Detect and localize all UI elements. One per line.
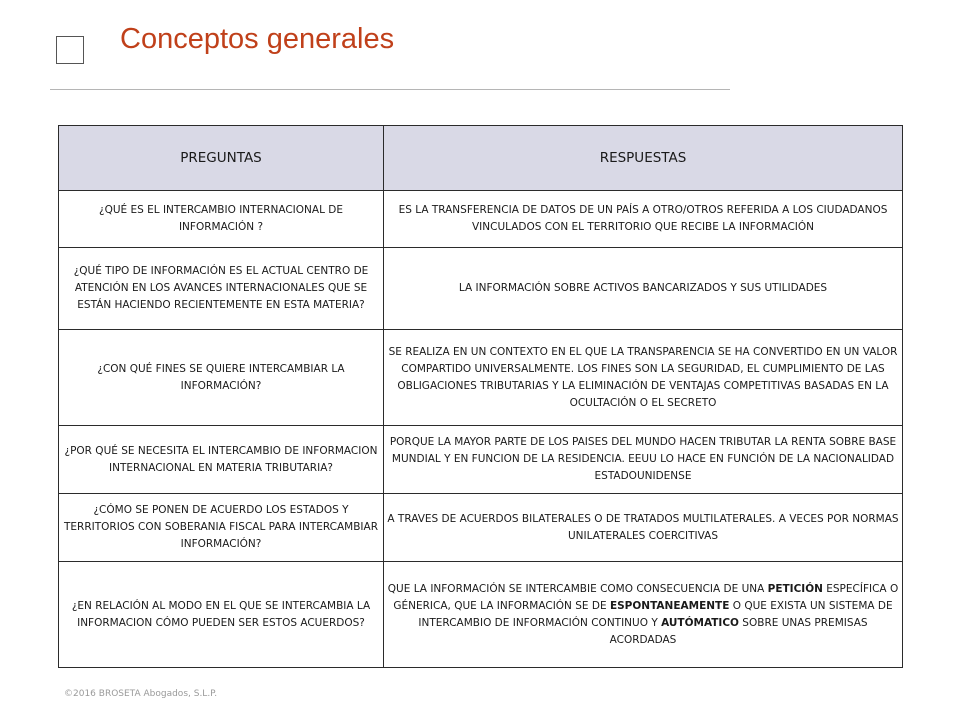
answer-text: ESPECÍFICA O GÉNERICA, QUE LA INFORMACIÓN SE DE	[393, 582, 899, 612]
table-row	[59, 562, 903, 668]
answer-cell	[384, 191, 903, 248]
table-row	[59, 248, 903, 330]
answer-text: A TRAVES DE ACUERDOS BILATERALES O DE TRATADOS MULTILATERALES. A VECES POR NORMAS UNILATERALES COERCITIVAS	[387, 512, 899, 542]
answer-cell	[384, 426, 903, 494]
answer-emphasis: PETICIÓN	[767, 582, 823, 595]
answer-cell	[384, 562, 903, 668]
answer-cell	[384, 248, 903, 330]
answer-text: SE REALIZA EN UN CONTEXTO EN EL QUE LA TRANSPARENCIA SE HA CONVERTIDO EN UN VALOR COMPARTIDO UNIVERSALMENTE. LOS FINES SON LA SEGURIDAD, EL CUMPLIMIENTO DE LAS OBLIGACIONES TRIBUTARIAS Y LA ELIMINACIÓN DE VENTAJAS COMPETITIVAS BASADAS EN LA OCULTACIÓN O EL SECRETO	[388, 345, 898, 409]
table-header-row	[59, 126, 903, 191]
answer-text: PORQUE LA MAYOR PARTE DE LOS PAISES DEL MUNDO HACEN TRIBUTAR LA RENTA SOBRE BASE MUNDIAL Y EN FUNCION DE LA RESIDENCIA. EEUU LO HACE EN FUNCIÓN DE LA NACIONALIDAD ESTADOUNIDENSE	[389, 436, 897, 482]
answer-emphasis: ESPONTANEAMENTE	[609, 599, 730, 612]
table-row	[59, 191, 903, 248]
table-row	[59, 330, 903, 426]
answer-cell	[384, 494, 903, 562]
footer-copyright: ©2016 BROSETA Abogados, S.L.P.	[64, 689, 218, 699]
title-divider	[50, 89, 730, 90]
question-cell: ¿QUÉ ES EL INTERCAMBIO INTERNACIONAL DE INFORMACIÓN ?	[59, 191, 384, 248]
slide-title: Conceptos generales	[120, 23, 395, 55]
answer-text: LA INFORMACIÓN SOBRE ACTIVOS BANCARIZADOS Y SUS UTILIDADES	[458, 282, 828, 294]
answer-text: QUE LA INFORMACIÓN SE INTERCAMBIE COMO CONSECUENCIA DE UNA	[387, 582, 768, 595]
question-cell: ¿QUÉ TIPO DE INFORMACIÓN ES EL ACTUAL CENTRO DE ATENCIÓN EN LOS AVANCES INTERNACIONALES QUE SE ESTÁN HACIENDO RECIENTEMENTE EN ESTA MATERIA?	[59, 248, 384, 330]
question-cell: ¿EN RELACIÓN AL MODO EN EL QUE SE INTERCAMBIA LA INFORMACION CÓMO PUEDEN SER ESTOS ACUERDOS?	[59, 562, 384, 668]
qa-table	[58, 125, 903, 668]
answer-text: O QUE EXISTA UN SISTEMA DE INTERCAMBIO DE INFORMACIÓN CONTINUO Y	[418, 599, 893, 629]
table-row	[59, 426, 903, 494]
slide-marker-square	[56, 36, 84, 64]
answer-emphasis: AUTÓMATICO	[661, 616, 739, 629]
header-preguntas: PREGUNTAS	[59, 126, 384, 191]
table-row	[59, 494, 903, 562]
answer-cell	[384, 330, 903, 426]
question-cell: ¿CON QUÉ FINES SE QUIERE INTERCAMBIAR LA INFORMACIÓN?	[59, 330, 384, 426]
header-respuestas: RESPUESTAS	[384, 126, 903, 191]
answer-text: ES LA TRANSFERENCIA DE DATOS DE UN PAÍS A OTRO/OTROS REFERIDA A LOS CIUDADANOS VINCULADOS CON EL TERRITORIO QUE RECIBE LA INFORMACIÓN	[398, 204, 888, 233]
question-cell: ¿CÓMO SE PONEN DE ACUERDO LOS ESTADOS Y TERRITORIOS CON SOBERANIA FISCAL PARA INTERCAMBIAR INFORMACIÓN?	[59, 494, 384, 562]
answer-text: SOBRE UNAS PREMISAS ACORDADAS	[609, 616, 868, 646]
question-cell: ¿POR QUÉ SE NECESITA EL INTERCAMBIO DE INFORMACION INTERNACIONAL EN MATERIA TRIBUTARIA?	[59, 426, 384, 494]
